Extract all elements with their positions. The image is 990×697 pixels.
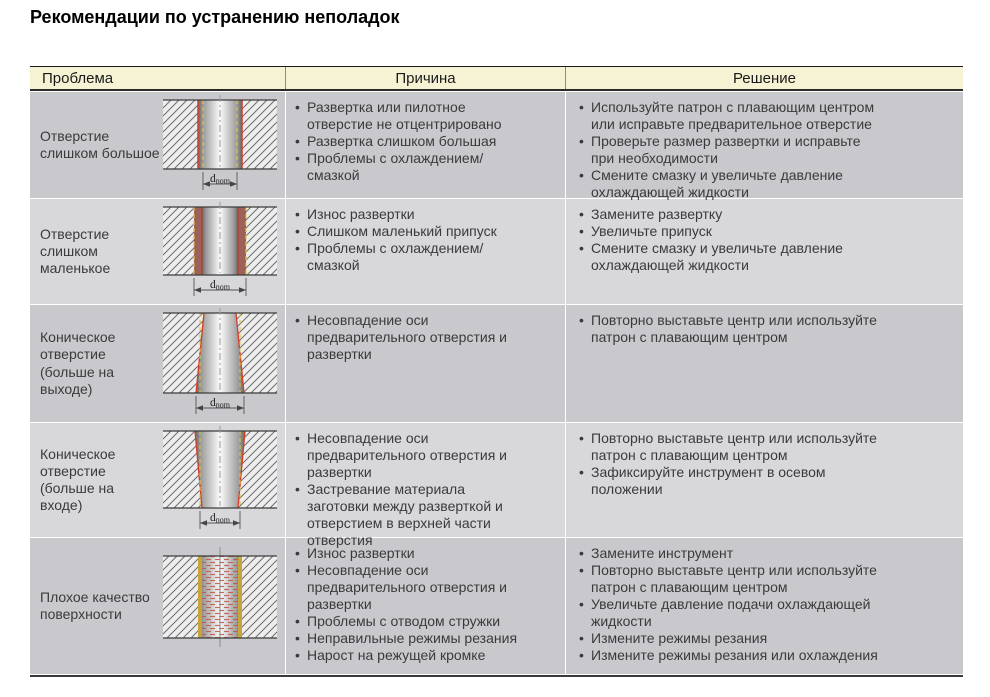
solution-cell: [565, 92, 963, 198]
solution-item: • Замените развертку: [578, 206, 880, 223]
cause-item: • Нарост на режущей кромке: [294, 647, 526, 664]
table-row: [30, 423, 963, 548]
problem-label: Отверстие слишком большое: [40, 127, 160, 161]
cause-item: • Проблемы с охлаждением/смазкой: [294, 240, 526, 274]
hole-taper-exit-diagram: [160, 305, 280, 422]
solution-item: • Смените смазку и увеличьте давление охлаждающей жидкости: [578, 240, 880, 274]
troubleshooting-table: [30, 66, 963, 677]
solution-cell: [565, 538, 963, 674]
cause-item: • Неправильные режимы резания: [294, 630, 526, 647]
column-header-problem: Проблема: [42, 69, 114, 87]
causes-list: [294, 545, 526, 664]
solution-item: • Увеличьте давление подачи охлаждающей жидкости: [578, 596, 880, 630]
cause-item: • Износ развертки: [294, 206, 526, 223]
column-header-cause: Причина: [285, 67, 565, 89]
cause-item: • Застревание материала заготовки между разверткой и отверстием в верхней части отверстия: [294, 481, 526, 549]
hole-diagram-svg: [161, 540, 279, 672]
problem-cell: [30, 423, 285, 537]
causes-list: [294, 430, 526, 549]
table-body: [30, 92, 963, 674]
problem-cell: [30, 92, 285, 198]
solution-item: • Зафиксируйте инструмент в осевом положении: [578, 464, 880, 498]
solutions-list: [578, 545, 880, 664]
cause-item: • Износ развертки: [294, 545, 526, 562]
cause-cell: [285, 305, 565, 422]
table-row: [30, 199, 963, 304]
table-row: [30, 92, 963, 198]
solution-item: • Замените инструмент: [578, 545, 880, 562]
hole-undersize-diagram: [160, 199, 280, 304]
solutions-list: [578, 312, 880, 346]
solution-item: • Смените смазку и увеличьте давление охлаждающей жидкости: [578, 167, 880, 201]
problem-label: Плохое качество поверхности: [40, 588, 150, 622]
solution-item: • Повторно выставьте центр или используйте патрон с плавающим центром: [578, 430, 880, 464]
cause-item: • Несовпадение оси предварительного отверстия и развертки: [294, 562, 526, 613]
solution-cell: [565, 199, 963, 304]
cause-item: • Несовпадение оси предварительного отверстия и развертки: [294, 312, 526, 363]
solutions-list: [578, 99, 880, 201]
solutions-list: [578, 206, 880, 274]
cause-cell: [285, 92, 565, 198]
solution-item: • Повторно выставьте центр или используйте патрон с плавающим центром: [578, 562, 880, 596]
problem-cell: [30, 305, 285, 422]
hole-diagram-svg: [161, 94, 279, 196]
table-header-row: [30, 66, 963, 91]
problem-cell: [30, 199, 285, 304]
cause-cell: [285, 199, 565, 304]
table-row: [30, 305, 963, 422]
hole-diagram-svg: [161, 201, 279, 302]
solution-item: • Измените режимы резания или охлаждения: [578, 647, 880, 664]
solution-item: • Измените режимы резания: [578, 630, 880, 647]
cause-item: • Слишком маленький припуск: [294, 223, 526, 240]
causes-list: [294, 206, 526, 274]
cause-item: • Развертка или пилотное отверстие не отцентрировано: [294, 99, 526, 133]
cause-cell: [285, 423, 565, 548]
problem-label: Отверстие слишком маленькое: [40, 225, 111, 277]
cause-cell: [285, 538, 565, 674]
solution-item: • Повторно выставьте центр или используйте патрон с плавающим центром: [578, 312, 880, 346]
cause-item: • Развертка слишком большая: [294, 133, 526, 150]
causes-list: [294, 312, 526, 363]
dnom-label: dnom: [210, 397, 230, 410]
hole-taper-entry-diagram: [160, 423, 280, 537]
cause-item: • Проблемы с охлаждением/смазкой: [294, 150, 526, 184]
solution-cell: [565, 423, 963, 537]
hole-rough-surface-diagram: [160, 538, 280, 674]
column-header-solution: Решение: [565, 67, 963, 89]
hole-oversize-diagram: [160, 92, 280, 198]
dnom-label: dnom: [210, 173, 230, 186]
table-bottom-border: [30, 675, 963, 677]
causes-list: [294, 99, 526, 184]
solution-item: • Используйте патрон с плавающим центром или исправьте предварительное отверстие: [578, 99, 880, 133]
page-title: Рекомендации по устранению неполадок: [30, 7, 400, 27]
dnom-label: dnom: [210, 512, 230, 525]
solution-item: • Увеличьте припуск: [578, 223, 880, 240]
cause-item: • Проблемы с отводом стружки: [294, 613, 526, 630]
problem-label: Коническое отверстие (больше на выходе): [40, 329, 116, 397]
dnom-label: dnom: [210, 279, 230, 292]
hole-diagram-svg: [161, 425, 279, 535]
solutions-list: [578, 430, 880, 498]
table-row: [30, 538, 963, 674]
solution-item: • Проверьте размер развертки и исправьте при необходимости: [578, 133, 880, 167]
cause-item: • Несовпадение оси предварительного отверстия и развертки: [294, 430, 526, 481]
hole-diagram-svg: [161, 307, 279, 420]
solution-cell: [565, 305, 963, 422]
problem-cell: [30, 538, 285, 674]
problem-label: Коническое отверстие (больше на входе): [40, 445, 116, 514]
